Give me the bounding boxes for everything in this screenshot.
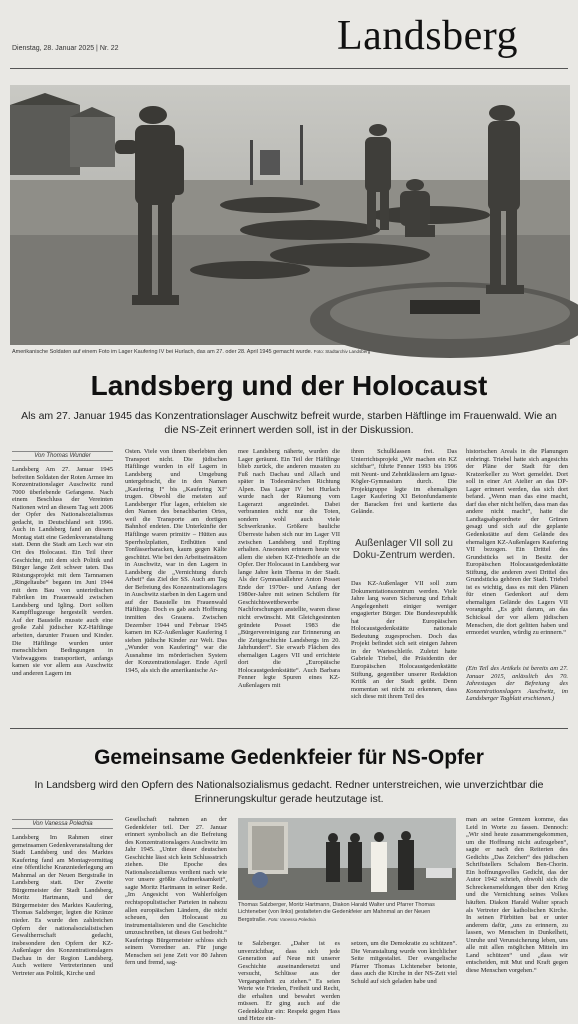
article2-column-5: man an seine Grenzen komme, das Leid in Worte zu fassen. Dennoch: „Wir sind heute zusammengekommen, um die Hoffnung nicht aufzugeben“, sagte er nach den Reiterien des Gedichts „Das Zeichen“ des jüdischen Schriftstellers Schalom Ben-Chorin. Ein hoffnungsvolles Gedicht, das der Autor 1942 schrieb, obwohl sich die Schreckensmeldungen über den Krieg und die Vernichtung seines Volkes häuften. Diakon Harald Walter sprach als Vertreter der katholischen Kirche. In seinen Fürbitten bat er unter anderem dafür, „uns zu erinnern, zu lassen, wo Menschen in Dunkelheit, Unruhe und Verunsicherung leben, uns alle mit allen möglichen Mitteln im Land schützen“ und „dass wir entscheiden, mit Mut und Kraft gegen diese Menschen vorgehen.“ (466, 816, 568, 974)
article2-headline: Gemeinsame Gedenkfeier für NS-Opfer (94, 746, 484, 769)
article-column-4-top: ihren Schulklassen frei. Das Unterrichtsprojekt „Wir machen ein KZ sichtbar“, führte Fenner 1993 bis 1996 mit Neunt- und Zehntklässlern am Ignaz-Kögler-Gymnasium durch. Die Projektgruppe legte im ehemaligen Lager Kaufering XI Betonfundamente der Baracken frei und kartierte das Gelände. (351, 448, 457, 516)
photo2-caption-text: Thomas Salzberger, Moritz Hartmann, Diakon Harald Walter und Pfarrer Thomas Lichteneber (von links) gestalteten die Gedenkfeier am Mahnmal an der Neuen Bergstraße. (238, 902, 435, 923)
memorial-photo-caption (238, 902, 456, 924)
article-column-1: Landsberg Am 27. Januar 1945 befreiten Soldaten der Roten Armee im Konzentrationslager Auschwitz rund 7000 überlebende Gefangene. Nach einem Beschluss der Vereinten Nationen wird an diesem Tag seit 2006 der Opfer des Nationalsozialismus gedacht, in Deutschland seit 1996. Auch in Landsberg fand an diesem Montag statt eine Gedenkveranstaltung statt. Denn die Stadt am Lech war ein Ort des Holocaust. Ein Teil ihrer Geschichte, mit dem sich Politik und Bürger lange Zeit schwer taten. Das Rüstungsprojekt mit dem Tarnnamen „Ringeltaube“ begann im Juni 1944 mit dem Bau von unterirdischen Fabriken im Frauenwald zwischen Landsberg und Igling. Dort sollten Kampfflugzeuge hergestellt werden. Auf der Baustelle musste auch eine große Zahl jüdischer KZ-Häftlinge arbeiten, darunter Frauen und Kinder. Die Häftlinge wurden unter menschlichen Bedingungen in Viehwaggons transportiert, anfangs kamen sie vor allem aus Auschwitz und anderen Lagern im (12, 466, 113, 677)
newspaper-title: Landsberg (336, 13, 518, 59)
pull-quote: Außenlager VII soll zu Doku-Zentrum werden. (352, 538, 456, 561)
article2-column-3: te Salzberger. „Daher ist es unverzichtbar, dass sich jede Generation auf Neue mit unserer Geschichte auseinandersetzt und versucht, Schlüsse aus der Vergangenheit zu ziehen.“ Es seien Werte wie Frieden, Freiheit und Recht, die erhalten und bewahrt werden müssen. Er ging auch auf die Gedenkkultur ein: Respekt gegen Hass und Hetze ein- (238, 940, 340, 1023)
article-byline: Von Thomas Wunder (12, 451, 113, 461)
article-column-5: historischen Areals in die Planungen einbringt. Triebel hatte sich angesichts der Pläne der Stadt für den Kratzerkeller zu Wort gemeldet. Dort soll in einer Art Atelier an das DP-Lager erinnert werden, das sich dort befand. „Wenn man das eine macht, darf das eher nicht helfen, dass man das andere nicht macht“, hatte die Landtagsabgeordnete der Grünen gesagt und sich auf die geplante Gedenkstätte auf dem Gelände des ehemaligen KZ-Außenlagers Kaufering VII bezogen. Ein Drittel des Grundstücks sei in Besitz der Europäischen Holocaustgedenkstätte Stiftung, die anderen zwei Drittel des Grundstücks gehören der Stadt. Triebel ist es wichtig, dass es mit den Plänen für einen Gedenkort auf dem ehemaligen Gelände des Lagers VII vorangeht. „Es geht darum, an das Schicksal der vor allem jüdischen Menschen, die dort gelitten haben und ermordet wurden, würdig zu erinnern.“ (466, 448, 568, 637)
main-photo-caption (12, 349, 568, 355)
article2-column-4: setzen, um die Demokratie zu schützen“. Die Veranstaltung wurde von kirchlicher Seite mitgestaltet. Der evangelische Pfarrer Thomas Lichteneber betonte, dass auch die Kirche in der NS-Zeit viel Schuld auf sich geladen habe und (351, 940, 457, 985)
memorial-photo (238, 818, 456, 900)
photo-credit: Foto: Stadtarchiv Landsberg (313, 349, 371, 354)
article-note: (Ein Teil des Artikels ist bereits am 27. Januar 2015, anlässlich des 70. Jahrestages der Befreiung des Konzentrationslagers Auschwitz, im Landsberger Tagblatt erschienen.) (466, 665, 568, 703)
photo2-credit: Foto: Vanessa Polednia (268, 917, 316, 922)
article2-column-2: Gesellschaft nahmen an der Gedenkfeier teil. Der 27. Januar erinnert symbolisch an die Befreiung des Konzentrationslagers Auschwitz im Jahr 1945. „Unter dieser deutschen Geschichte lässt sich kein Schlussstrich ziehen. Die Epoche des Nationalsozialismus verdient nach wie vor unsere größte Aufmerksamkeit“, sagte Moritz Hartmann in seiner Rede. „Im Angesicht von Wahlerfolgen rechtspopulistischer Parteien in nahezu allen europäischen Ländern, die nicht scheuen, den Holocaust zu instrumentalisieren und die Geschichte umzuschreiben, ist dieses Gut bedroht.“ Kauferings Bürgermeister schloss sich seinem Vorredner an. Für junge Menschen sei jene Zeit vor 80 Jahren fern und fremd, sag- (125, 816, 227, 967)
article-subheadline: Als am 27. Januar 1945 das Konzentrationslager Auschwitz befreit wurde, starben Häftlinge im Frauenwald. Wie an die NS-Zeit erinnert werden soll, ist in der Diskussion. (21, 410, 557, 436)
article-headline: Landsberg und der Holocaust (90, 370, 488, 401)
masthead-divider (10, 68, 568, 69)
article2-subheadline: In Landsberg wird den Opfern des Nationalsozialismus gedacht. Redner unterstreichen, wie unverzichtbar die Erinnerungskultur gerade heutzutage ist. (34, 779, 544, 805)
article-column-2: Osten. Viele von ihnen überlebten den Transport nicht. Die jüdischen Häftlinge wurden in elf Lagern in Landsberg und Umgebung untergebracht, die in den Namen „Kaufering I“ bis „Kaufering XI“ trugen. Obwohl die meisten auf Landsberger Flur lagen, erhielten sie den Namen des benachbarten Ortes, weil die Transporte am dortigen Bahnhof endeten. Die Unterkünfte der Häftlinge waren primitiv – Hütten aus Sperrholzplatten, Erdhütten und Tonfässerbaracken, kaum gegen Kälte geschützt. Wie bei den Arbeitseinsätzen in Auschwitz, war in den Lagern in Landsberg die „Vernichtung durch Arbeit“ das Ziel der SS. Auch am Tag der Befreiung des Konzentrationslagers in Auschwitz starben in den Lagern und auf der Baustelle im Frauenwald Häftlinge. Doch es gab auch Hoffnung inmitten des Grauens. Zwischen Dezember 1944 und Februar 1945 kamen im KZ-Außenlager Kaufering I sieben jüdische Kinder zur Welt. Das „Wunder von Kaufering“ war die Ausnahme im mörderischen System der Konzentrationslager. Ende April 1945, als sich die amerikanische Ar- (125, 448, 227, 674)
issue-date-label: Dienstag, 28. Januar 2025 | Nr. 22 (12, 45, 119, 52)
main-photo (10, 85, 570, 345)
photo-caption-text: Amerikanische Soldaten auf einem Foto im Lager Kaufering IV bei Hurlach, das am 27. oder 28. April 1945 gemacht wurde. (12, 349, 313, 355)
article-divider (10, 728, 568, 729)
article-column-4-bottom: Das KZ-Außenlager VII soll zum Dokumentationszentrum werden. Viele Jahre lang waren Sicherung und Erhalt Angelegenheit einiger weniger engagierter Bürger. Die Bundesrepublik hat der Europäischen Holocaustgedenkstätte nationale Bedeutung zugesprochen. Doch das Projekt befindet sich seit einigen Jahren in der Warteschleife. Zuletzt hatte Gabriele Triebel, die Präsidentin der Europäischen Holocaustgedenkstätte Stiftung, gegenüber unserer Redaktion Kritik an der Stadt geübt. Denn momentan sei nicht zu erkennen, dass sich diese mit ihrem Teil des (351, 580, 457, 701)
article2-byline: Von Vanessa Polednia (12, 819, 113, 829)
article2-column-1: Landsberg Im Rahmen einer gemeinsamen Gedenkveranstaltung der Stadt Landsberg und des Marktes Kaufering fand am Montagvormittag eine öffentliche Kranzniederlegung am Mahnmal an der Neuen Bergstraße in Landsberg statt. Der Zweite Bürgermeister der Stadt Landsberg, Moritz Hartmann, und der Bürgermeister des Marktes Kaufering, Thomas Salzberger, legten die Kränze nieder. Es wurde den zahlreichen Opfern der nationalsozialistischen Gewaltherrschaft gedacht, insbesondere den Opfern der KZ-Außenlager des Konzentrationslagers Dachau in der Region Landsberg. Auch weitere Vertreterinnen und Vertreter aus Politik, Kirche und (12, 834, 113, 977)
article-column-3: mee Landsberg näherte, wurden die Lager geräumt. Ein Teil der Häftlinge blieb zurück, die anderen mussten zu Fuß nach Dachau und Allach und später in Todesmärschen Richtung Alpen. Das Lager IV bei Hurlach wurde nach der Räumung vom Lagerarzt angezündet. Dabei verbrannten nicht nur die Toten, sondern wohl auch viele Schwerkranke. Größere bauliche Überreste haben sich nur im Lager VII zwischen Landsberg und Erpfting erhalten. Ansonsten erinnern heute vor allem die sieben KZ-Friedhöfe an die Opfer. Der Holocaust in Landsberg war lange Jahre kein Thema in der Stadt. Als der Gymnasiallehrer Anton Posset Ende der 1970er- und Anfang der 1980er-Jahre mit seinen Schülern für Geschichtswettbewerbe Nachforschungen anstellte, waren diese nicht erwünscht. Mit Gleichgesinnten gründete Posset 1983 die „Bürgervereinigung zur Erinnerung an die Zeitgeschichte Landsbergs im 20. Jahrhundert“. Sie erwarb Flächen des ehemaligen Lagers VII und errichtete dort die „Europäische Holocaustgedenkstätte“. Auch Barbara Fenner legte Spuren eines KZ-Außenlagers mit (238, 448, 340, 689)
